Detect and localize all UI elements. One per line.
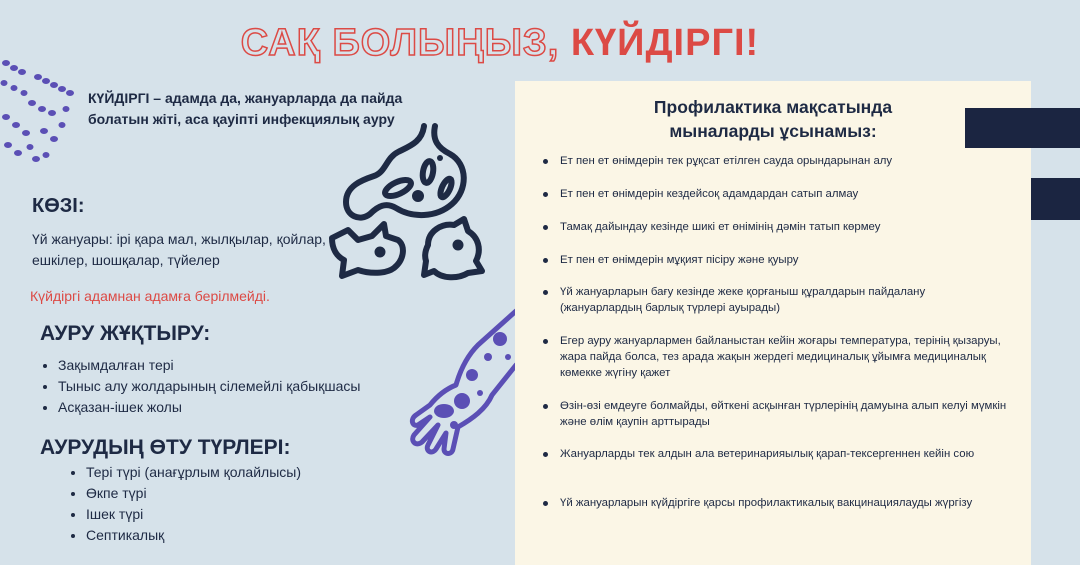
list-item: Ет пен ет өнімдерін тек рұқсат етілген сауда орындарынан алу — [543, 153, 1010, 169]
decor-bar-bottom — [1031, 178, 1080, 220]
list-item: Ет пен ет өнімдерін мұқият пісіру және қуыру — [543, 252, 1010, 268]
source-text: Үй жануары: ірі қара мал, жылқылар, қойлар, ешкілер, шошқалар, түйелер — [32, 231, 326, 268]
list-item: • Тері түрі (анағұрлым қолайлысы) — [86, 462, 301, 483]
intro-text: КҮЙДІРГІ – адамда да, жануарларда да пайда болатын жіті, аса қауіпті инфекциялық ауру — [88, 90, 403, 127]
list-item: Үй жануарларын күйдіргіге қарсы профилактикалық вакцинациялауды жүргізу — [543, 495, 1010, 511]
prevention-title-line2: мыналарды ұсынамыз: — [669, 121, 877, 141]
list-item: Егер ауру жануарлармен байланыстан кейін жоғары температура, терінің қызаруы, жара пайда болса, тез арада жақын жердегі медициналық ұйымға медициналық көмекке жүгіну қажет — [543, 333, 1010, 381]
cow-icon — [328, 212, 410, 282]
prevention-title — [515, 95, 1031, 143]
prevention-panel — [515, 81, 1031, 565]
prevention-title-line1: Профилактика мақсатында — [653, 97, 893, 117]
list-item: Жануарларды тек алдын ала ветеринарияылық қарап-тексергеннен кейін сою — [543, 446, 1010, 462]
forms-heading: АУРУДЫҢ ӨТУ ТҮРЛЕРІ: — [40, 436, 291, 459]
pig-icon — [418, 215, 488, 283]
list-item: • Өкпе түрі — [86, 483, 301, 504]
list-item: • Зақымдалған тері — [58, 355, 360, 376]
title-highlight-text: КҮЙДІРГІ! — [570, 22, 760, 64]
list-item: • Асқазан-ішек жолы — [58, 397, 360, 418]
list-item: • Септикалық — [86, 525, 301, 546]
forms-list — [68, 462, 301, 546]
list-item: Ет пен ет өнімдерін кездейсоқ адамдардан сатып алмау — [543, 186, 1010, 202]
decor-bar-top — [965, 108, 1080, 148]
infection-list — [40, 355, 360, 418]
title-outline-text: САҚ БОЛЫҢЫЗ, — [240, 22, 571, 64]
list-item: • Ішек түрі — [86, 504, 301, 525]
page-title — [0, 22, 1000, 65]
list-item: Тамақ дайындау кезінде шикі ет өнімінің дәмін татып көрмеу — [543, 219, 1010, 235]
bacteria-icon — [0, 55, 80, 170]
infection-heading: АУРУ ЖҰҚТЫРУ: — [40, 322, 211, 345]
list-item: Үй жануарларын бағу кезінде жеке қорғаныш құралдарын пайдалану (жануарлардың барлық түрлері ауырады) — [543, 284, 1010, 316]
list-item: Өзін-өзі емдеуге болмайды, өйткені асқынған түрлерінің дамуына алып келуі мүмкін және өлім қаупін арттырады — [543, 398, 1010, 430]
transmission-warning: Күйдіргі адамнан адамға берілмейді. — [30, 288, 270, 304]
list-item: • Тыныс алу жолдарының сілемейлі қабықшасы — [58, 376, 360, 397]
source-heading: КӨЗІ: — [32, 195, 85, 217]
infected-arm-icon — [400, 305, 518, 465]
